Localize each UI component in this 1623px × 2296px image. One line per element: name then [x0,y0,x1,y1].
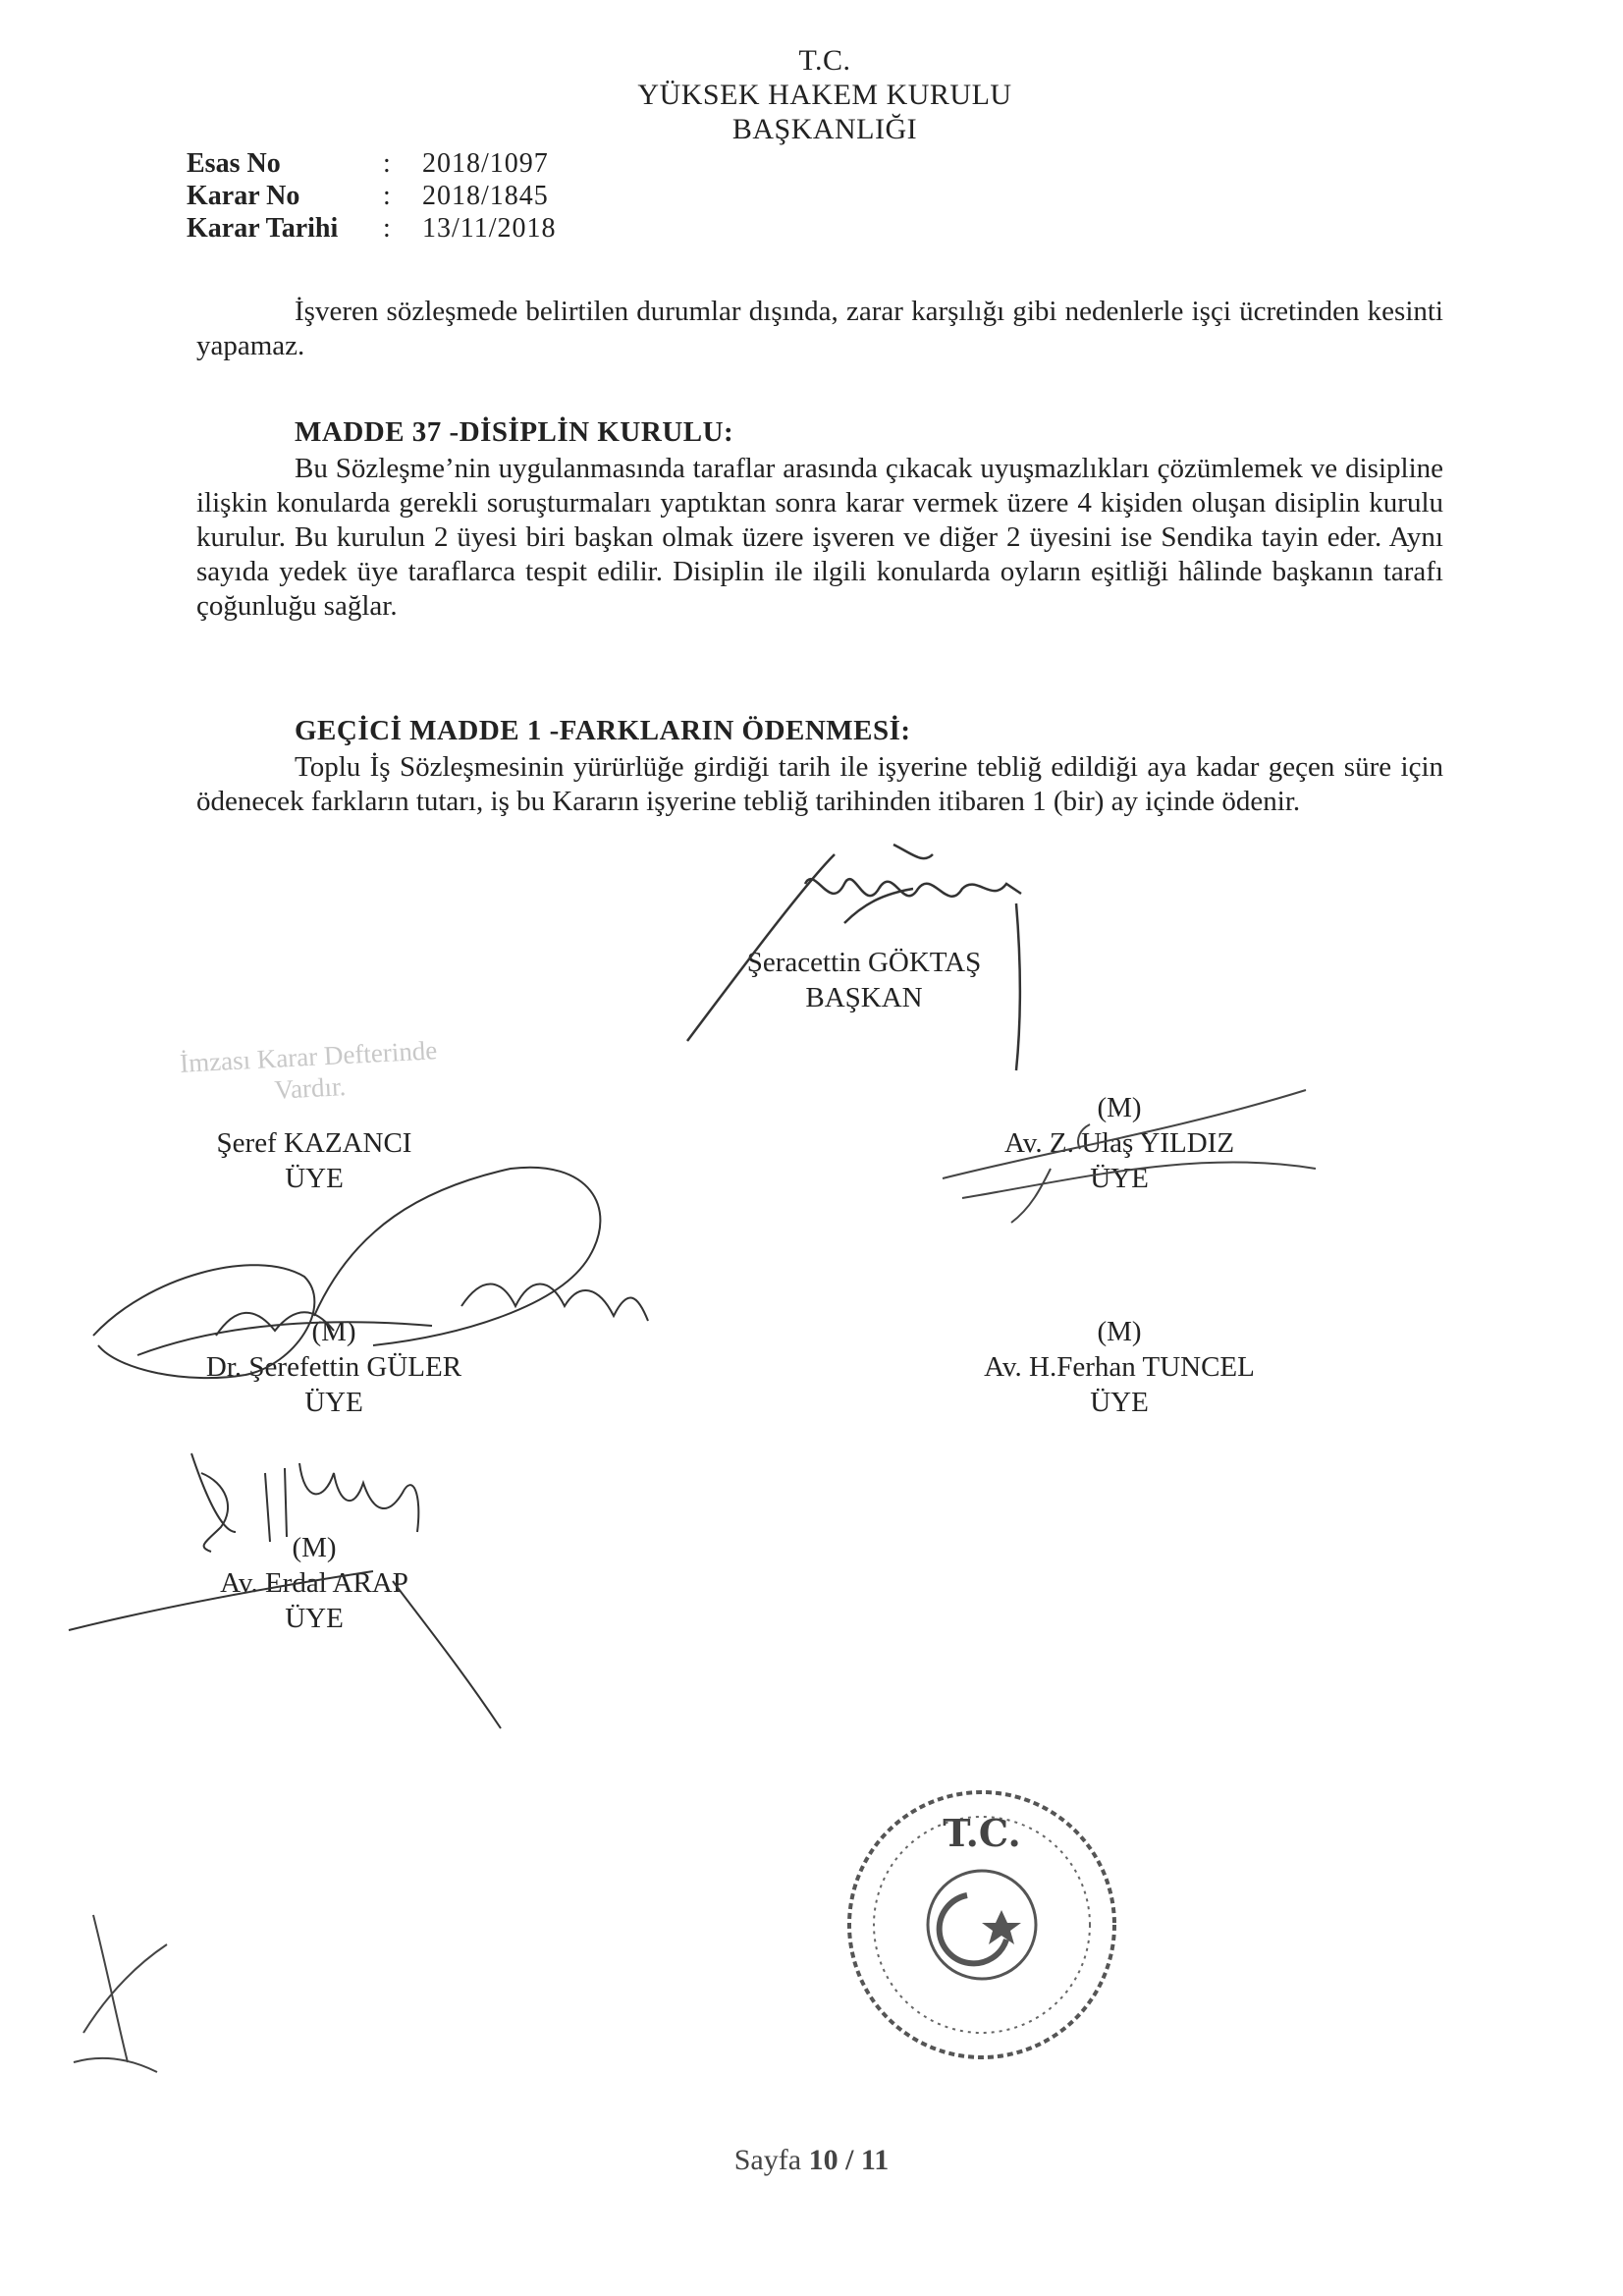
stamp-line-1: İmzası Karar Defterinde [179,1035,438,1078]
header-office: BAŞKANLIĞI [731,113,918,145]
case-metadata [187,147,557,245]
document-header [589,43,1060,146]
member-mark: (M) [1097,1316,1142,1347]
header-country: T.C. [798,44,851,77]
intro-paragraph [196,295,1443,363]
member-signature-block [157,1125,471,1196]
article-37-text: Bu Sözleşme’nin uygulanmasında taraflar arasında çıkacak uyuşmazlıkları çözümlemek ve disipline ilişkin konularda gerekli soruşturmaları yaptıktan sonra karar vermek üzere 4 kişiden oluşan disiplin kurulu kurulur. Bu kurulun 2 üyesi biri başkan olmak üzere işveren ve diğer 2 üyesini ise Sendika tayin eder. Aynı sayıda yedek üye taraflarca tespit edilir. Disiplin ile ilgili konularda oyların eşitliği hâlinde başkanın tarafı çoğunluğu sağlar. [196,453,1443,622]
stamp-line-2: Vardır. [273,1071,347,1105]
member-mark: (M) [292,1532,337,1563]
initial-mark [74,1915,167,2072]
page-number: 10 / 11 [808,2144,890,2176]
member-title: ÜYE [285,1163,344,1194]
member-signature-block [933,1090,1306,1196]
president-name: Şeracettin GÖKTAŞ [746,947,982,978]
official-seal [849,1792,1114,2057]
member-name: Dr. Şerefettin GÜLER [205,1351,462,1383]
header-institution: YÜKSEK HAKEM KURULU [637,79,1012,111]
provisional-article-text: Toplu İş Sözleşmesinin yürürlüğe girdiği tarih ile işyerine tebliğ edildiği aya kadar geçen süre için ödenecek farkların tutarı, iş bu Kararın işyerine tebliğ tarihinden itibaren 1 (bir) ay içinde ödenir. [196,751,1443,817]
member-title: ÜYE [1090,1387,1149,1418]
case-number-row [187,147,557,180]
article-37-heading: MADDE 37 -DİSİPLİN KURULU: [295,416,734,448]
provisional-article-body [196,750,1443,819]
decision-number: 2018/1845 [422,181,549,211]
page-footer [0,2144,1623,2177]
page-label: Sayfa [733,2144,802,2176]
member-name: Av. Erdal ARAP [220,1567,408,1599]
member-title: ÜYE [1090,1163,1149,1194]
article-37-body [196,452,1443,624]
intro-text: İşveren sözleşmede belirtilen durumlar dışında, zarar karşılığı gibi nedenlerle işçi ücretinden kesinti yapamaz. [196,296,1443,361]
member-mark: (M) [1097,1092,1142,1123]
decision-date: 13/11/2018 [422,213,557,244]
member-title: ÜYE [304,1387,363,1418]
member-signature-block [157,1314,511,1420]
meta-label: Esas No [187,148,281,179]
provisional-article-heading: GEÇİCİ MADDE 1 -FARKLARIN ÖDENMESİ: [295,715,911,746]
meta-colon: : [383,148,391,179]
member-signature-block [933,1314,1306,1420]
member-mark: (M) [311,1316,356,1347]
president-signature-block [707,945,1021,1015]
meta-colon: : [383,213,391,244]
president-title: BAŞKAN [805,982,923,1013]
signature-register-stamp [146,1032,473,1112]
member-signature-block [157,1530,471,1636]
decision-date-row [187,212,557,245]
meta-colon: : [383,181,391,211]
member-name: Şeref KAZANCI [216,1127,412,1159]
member-title: ÜYE [285,1603,344,1634]
seal-text: T.C. [943,1811,1021,1855]
member-name: Av. Z. Ulaş YILDIZ [1003,1127,1235,1159]
decision-number-row [187,180,557,212]
case-number: 2018/1097 [422,148,549,179]
meta-label: Karar No [187,181,300,211]
member-name: Av. H.Ferhan TUNCEL [984,1351,1255,1383]
meta-label: Karar Tarihi [187,213,339,244]
